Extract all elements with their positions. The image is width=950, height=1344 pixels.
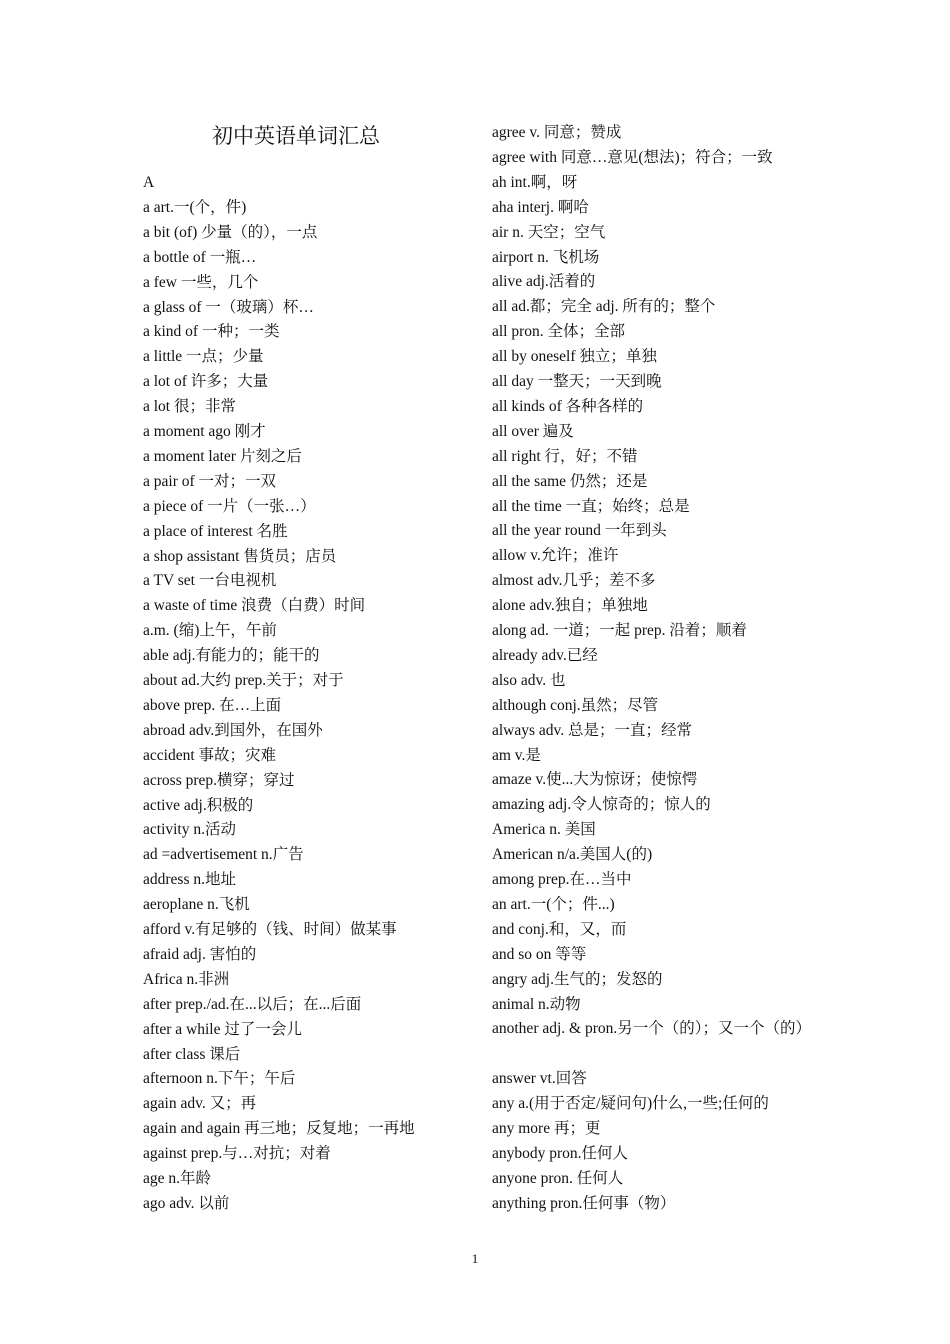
vocab-entry: a art.一(个，件): [143, 198, 247, 216]
vocab-entry: also adv. 也: [492, 671, 566, 689]
vocab-entry: all day 一整天；一天到晚: [492, 373, 662, 390]
vocab-entry: and so on 等等: [492, 945, 587, 963]
vocab-entry: all over 遍及: [492, 422, 574, 440]
vocab-entry: address n.地址: [143, 871, 236, 889]
vocab-entry: allow v.允许；准许: [492, 547, 619, 565]
vocab-entry: Africa n.非洲: [143, 970, 230, 988]
vocab-entry: after prep./ad.在...以后；在...后面: [143, 995, 362, 1013]
vocab-entry: a kind of 一种；一类: [143, 323, 280, 341]
vocab-entry: after a while 过了一会儿: [143, 1020, 302, 1038]
vocab-entry: animal n.动物: [492, 995, 581, 1013]
vocab-entry: afford v.有足够的（钱、时间）做某事: [143, 921, 397, 938]
vocab-entry: already adv.已经: [492, 646, 598, 664]
vocab-entry: all the same 仍然；还是: [492, 472, 648, 490]
vocab-entry: all by oneself 独立；单独: [492, 348, 657, 366]
vocab-entry: agree with 同意…意见(想法)；符合；一致: [492, 148, 773, 166]
vocab-entry: afraid adj. 害怕的: [143, 945, 257, 963]
vocab-entry: a place of interest 名胜: [143, 522, 288, 540]
vocab-entry: alive adj.活着的: [492, 273, 596, 291]
vocab-entry: aeroplane n.飞机: [143, 896, 250, 914]
vocab-entry: all kinds of 各种各样的: [492, 397, 644, 415]
vocab-entry: almost adv.几乎；差不多: [492, 572, 656, 590]
vocab-entry: active adj.积极的: [143, 796, 254, 814]
vocab-entry: all the year round 一年到头: [492, 522, 667, 540]
vocab-entry: ah int.啊，呀: [492, 173, 578, 191]
vocab-entry: another adj. & pron.另一个（的）；又一个（的）: [492, 1020, 812, 1038]
vocab-entry: alone adv.独自；单独地: [492, 597, 648, 615]
vocab-entry: age n.年龄: [143, 1170, 212, 1187]
vocab-entry: always adv. 总是；一直；经常: [492, 721, 693, 739]
vocab-entry: a bottle of 一瓶…: [143, 248, 257, 266]
vocab-entry: a waste of time 浪费（白费）时间: [143, 597, 366, 615]
vocab-entry: activity n.活动: [143, 821, 236, 839]
vocab-entry: an art.一(个；件...): [492, 895, 615, 913]
vocab-entry: airport n. 飞机场: [492, 248, 600, 266]
vocab-entry: any more 再；更: [492, 1120, 601, 1137]
vocab-entry: above prep. 在…上面: [143, 696, 282, 714]
vocab-entry: anything pron.任何事（物）: [492, 1194, 676, 1212]
vocab-entry: amaze v.使...大为惊讶；使惊愕: [492, 771, 698, 789]
vocab-entry: angry adj.生气的；发怒的: [492, 970, 663, 988]
vocab-entry: aha interj. 啊哈: [492, 198, 589, 216]
vocab-entry: able adj.有能力的；能干的: [143, 647, 320, 665]
vocab-entry: agree v. 同意；赞成: [492, 124, 622, 141]
vocab-entry: across prep.横穿；穿过: [143, 771, 295, 789]
vocab-entry: air n. 天空；空气: [492, 223, 606, 241]
vocab-entry: anybody pron.任何人: [492, 1144, 629, 1162]
vocab-entry: ago adv. 以前: [143, 1194, 230, 1212]
vocab-entry: a moment ago 刚才: [143, 423, 266, 440]
vocab-entry: amazing adj.令人惊奇的；惊人的: [492, 796, 711, 814]
vocab-entry: accident 事故；灾难: [143, 746, 277, 764]
page-number: 1: [471, 1251, 479, 1266]
vocab-entry: all the time 一直；始终；总是: [492, 497, 690, 515]
vocab-entry: a little 一点；少量: [143, 348, 264, 366]
vocab-entry: a bit (of) 少量（的），一点: [143, 223, 318, 241]
vocab-entry: although conj.虽然；尽管: [492, 696, 659, 714]
vocab-entry: a piece of 一片（一张…）: [143, 497, 316, 515]
vocab-entry: a glass of 一（玻璃）杯…: [143, 298, 314, 316]
vocab-entry: again and again 再三地；反复地；一再地: [143, 1120, 415, 1138]
vocab-entry: afternoon n.下午；午后: [143, 1070, 296, 1088]
vocab-entry: again adv. 又；再: [143, 1095, 257, 1113]
vocab-entry: any a.(用于否定/疑问句)什么,一些;任何的: [492, 1095, 769, 1113]
vocab-entry: and conj.和，又，而: [492, 920, 627, 938]
vocab-entry: about ad.大约 prep.关于；对于: [143, 672, 344, 689]
vocab-entry: A: [143, 174, 155, 191]
vocab-entry: along ad. 一道；一起 prep. 沿着；顺着: [492, 622, 747, 639]
vocab-entry: all right 行，好；不错: [492, 447, 638, 465]
vocab-entry: a pair of 一对；一双: [143, 472, 277, 490]
vocab-entry: American n/a.美国人(的): [492, 846, 653, 864]
vocab-entry: a TV set 一台电视机: [143, 572, 277, 590]
vocab-entry: a lot 很；非常: [143, 398, 236, 416]
vocab-entry: a moment later 片刻之后: [143, 447, 302, 465]
vocab-entry: among prep.在…当中: [492, 871, 632, 888]
vocab-entry: ad =advertisement n.广告: [143, 846, 304, 864]
vocab-entry: a lot of 许多；大量: [143, 373, 269, 391]
vocab-entry: America n. 美国: [492, 821, 596, 839]
vocab-entry: all pron. 全体；全部: [492, 323, 626, 341]
vocab-entry: all ad.都；完全 adj. 所有的；整个: [492, 298, 716, 316]
vocab-entry: answer vt.回答: [492, 1070, 587, 1088]
vocab-entry: abroad adv.到国外，在国外: [143, 721, 323, 739]
page-title: 初中英语单词汇总: [212, 124, 380, 148]
vocab-entry: anyone pron. 任何人: [492, 1169, 624, 1187]
vocab-entry: after class 课后: [143, 1045, 241, 1063]
vocab-entry: am v.是: [492, 746, 541, 764]
vocab-entry: a shop assistant 售货员；店员: [143, 547, 337, 565]
vocab-entry: a.m. (缩)上午，午前: [143, 622, 277, 640]
vocab-entry: a few 一些，几个: [143, 273, 259, 291]
vocab-entry: against prep.与…对抗；对着: [143, 1145, 331, 1163]
